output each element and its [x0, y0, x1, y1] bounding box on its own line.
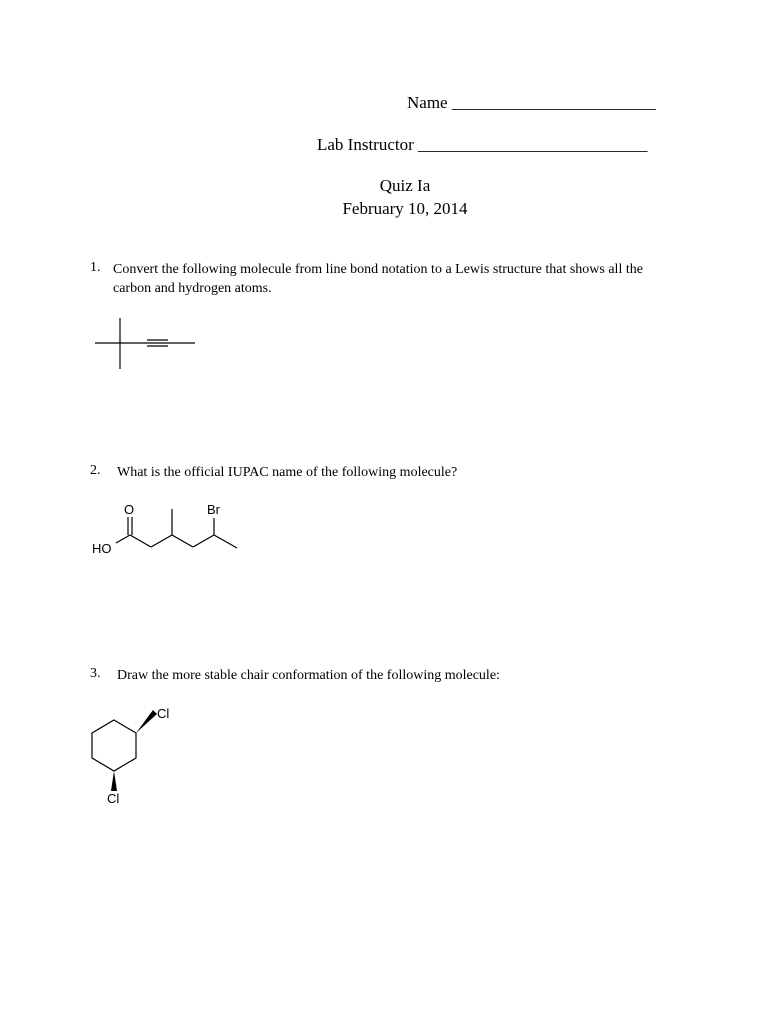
q3-wedge-bond-bottom	[111, 771, 117, 791]
lab-instructor-field-label: Lab Instructor ___________________________	[317, 135, 648, 154]
q3-cyclohexane-ring	[92, 720, 136, 771]
question-1-number: 1.	[90, 260, 101, 275]
q2-oxygen-label: O	[124, 502, 135, 517]
quiz-title: Quiz Ia	[379, 176, 431, 195]
q3-chlorine-bottom-label: Cl	[107, 791, 120, 806]
q2-hydroxyl-label: HO	[92, 541, 112, 556]
question-1-text: Convert the following molecule from line bond notation to a Lewis structure that shows all the carbon and hydrogen atoms.	[113, 262, 643, 296]
quiz-date: February 10, 2014	[342, 199, 468, 218]
question-2-text: What is the official IUPAC name of the following molecule?	[117, 465, 458, 480]
q3-chlorine-top-label: Cl	[157, 706, 170, 721]
question-2-number: 2.	[90, 463, 101, 478]
q2-bromine-label: Br	[207, 502, 220, 517]
question-3-number: 3.	[90, 666, 101, 681]
name-field-label: Name ________________________	[407, 93, 656, 112]
q3-wedge-bond-top	[136, 710, 157, 733]
question-3-text: Draw the more stable chair conformation of the following molecule:	[117, 668, 500, 683]
